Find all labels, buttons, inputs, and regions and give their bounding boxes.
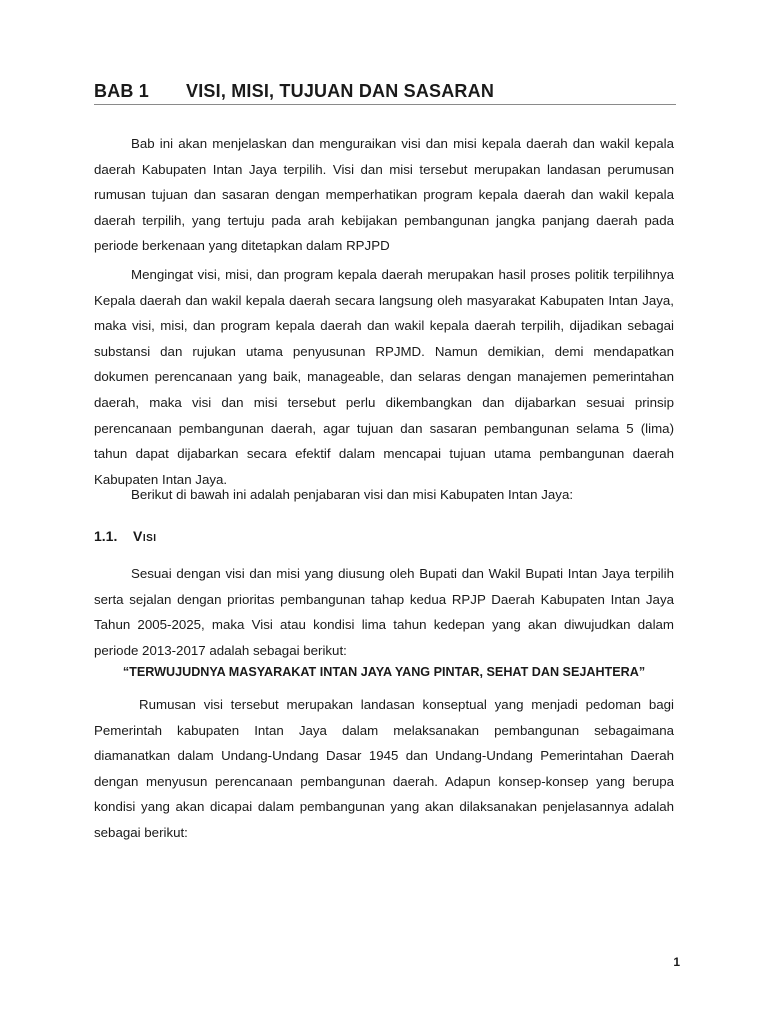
paragraph-sesuai: Sesuai dengan visi dan misi yang diusung oleh Bupati dan Wakil Bupati Intan Jaya terpilih serta sejalan dengan prioritas pembangunan tahap kedua RPJP Daerah Kabupaten Intan Jaya Tahun 2005-2025, maka Visi atau kondisi lima tahun kedepan yang akan diwujudkan dalam periode 2013-2017 adalah sebagai berikut: <box>94 566 674 658</box>
page-number: 1 <box>673 955 680 969</box>
section-title: Visi <box>133 528 157 544</box>
chapter-title: VISI, MISI, TUJUAN DAN SASARAN <box>186 81 495 101</box>
section-heading <box>94 526 157 546</box>
paragraph-rumusan: Rumusan visi tersebut merupakan landasan konseptual yang menjadi pedoman bagi Pemerintah kabupaten Intan Jaya dalam melaksanakan pembangunan sebagaimana diamanatkan dalam Undang-Undang Dasar 1945 dan Undang-Undang Pemerintahan Daerah dengan menyusun perencanaan pembangunan daerah. Adapun konsep-konsep yang berupa kondisi yang akan dicapai dalam pembangunan yang akan dilaksanakan penjelasannya adalah sebagai berikut: <box>94 697 674 840</box>
paragraph-berikut: Berikut di bawah ini adalah penjabaran visi dan misi Kabupaten Intan Jaya: <box>131 487 574 502</box>
section-number: 1.1. <box>94 528 118 544</box>
chapter-number: BAB 1 <box>94 81 150 101</box>
paragraph-intro: Bab ini akan menjelaskan dan menguraikan visi dan misi kepala daerah dan wakil kepala daerah Kabupaten Intan Jaya terpilih. Visi dan misi tersebut merupakan landasan perumusan rumusan tujuan dan sasaran dengan memperhatikan program kepala daerah dan wakil kepala daerah terpilih, yang tertuju pada arah kebijakan pembangunan jangka panjang daerah pada periode berkenaan yang ditetapkan dalam RPJPD <box>94 136 674 254</box>
paragraph-mengingat: Mengingat visi, misi, dan program kepala daerah merupakan hasil proses politik terpilihnya Kepala daerah dan wakil kepala daerah secara langsung oleh masyarakat Kabupaten Intan Jaya, maka visi, misi, dan program kepala daerah dan wakil kepala daerah terpilih, dijadikan sebagai substansi dan rujukan utama penyusunan RPJMD. Namun demikian, demi mendapatkan dokumen perencanaan yang baik, manageable, dan selaras dengan manajemen pemerintahan daerah, maka visi dan misi tersebut perlu dikembangkan dan dijabarkan sesuai prinsip perencanaan pembangunan daerah, agar tujuan dan sasaran pembangunan selama 5 (lima) tahun dapat dijabarkan secara efektif dalam mencapai tujuan utama pembangunan daerah Kabupaten Intan Jaya. <box>94 267 674 487</box>
chapter-heading <box>94 80 676 105</box>
vision-statement: “TERWUJUDNYA MASYARAKAT INTAN JAYA YANG PINTAR, SEHAT DAN SEJAHTERA” <box>122 665 646 679</box>
